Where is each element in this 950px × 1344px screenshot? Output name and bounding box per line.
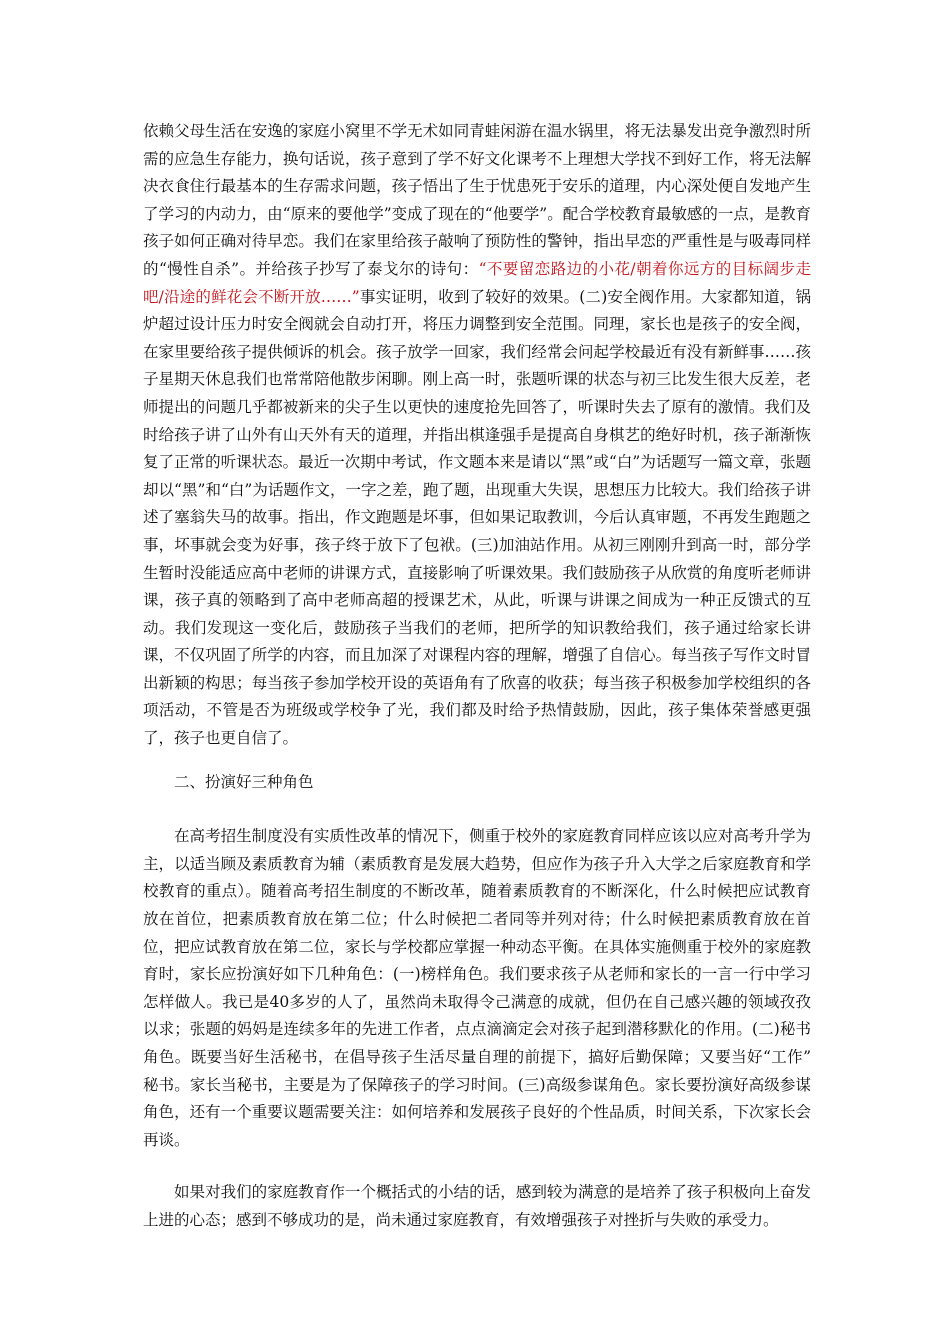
paragraph-three-roles: 在高考招生制度没有实质性改革的情况下，侧重于校外的家庭教育同样应该以应对高考升学为主，以适当顾及素质教育为辅（素质教育是发展大趋势，但应作为孩子升入大学之后家庭教育和学校教育的重点）。随着高考招生制度的不断改革，随着素质教育的不断深化，什么时候把应试教育放在首位，把素质教育放在第二位；什么时候把二者同等并列对待；什么时候把素质教育放在首位，把应试教育放在第二位，家长与学校都应掌握一种动态平衡。在具体实施侧重于校外的家庭教育时，家长应扮演好如下几种角色：(一)榜样角色。我们要求孩子从老师和家长的一言一行中学习怎样做人。我已是40多岁的人了，虽然尚未取得令己满意的成就，但仍在自己感兴趣的领域孜孜以求；张题的妈妈是连续多年的先进工作者，点点滴滴定会对孩子起到潜移默化的作用。(二)秘书角色。既要当好生活秘书，在倡导孩子生活尽量自理的前提下，搞好后勤保障；又要当好“工作” 秘书。家长当秘书，主要是为了保障孩子的学习时间。(三)高级参谋角色。家长要扮演好高级参谋角色，还有一个重要议题需要关注：如何培养和发展孩子良好的个性品质，时间关系，下次家长会再谈。 <box>143 827 811 1149</box>
paragraph-text-after-poem: 事实证明，收到了较好的效果。(二)安全阀作用。大家都知道，锅炉超过设计压力时安全阀就会自动打开，将压力调整到安全范围。同理，家长也是孩子的安全阀，在家里要给孩子提供倾诉的机会。孩子放学一回家，我们经常会问起学校最近有没有新鲜事……孩子星期天休息我们也常常陪他散步闲聊。刚上高一时，张题听课的状态与初三比发生很大反差，老师提出的问题几乎都被新来的尖子生以更快的速度抢先回答了，听课时失去了原有的激情。我们及时给孩子讲了山外有山天外有天的道理，并指出棋逢强手是提高自身棋艺的绝好时机，孩子渐渐恢复了正常的听课状态。最近一次期中考试，作文题本来是请以“黑”或“白”为话题写一篇文章，张题却以“黑”和“白”为话题作文，一字之差，跑了题，出现重大失误，思想压力比较大。我们给孩子讲述了塞翁失马的故事。指出，作文跑题是坏事，但如果记取教训，今后认真审题，不再发生跑题之事，坏事就会变为好事，孩子终于放下了包袱。(三)加油站作用。从初三刚刚升到高一时，部分学生暂时没能适应高中老师的讲课方式，直接影响了听课效果。我们鼓励孩子从欣赏的角度听老师讲课，孩子真的领略到了高中老师高超的授课艺术，从此，听课与讲课之间成为一种正反馈式的互动。我们发现这一变化后，鼓励孩子当我们的老师，把所学的知识教给我们，孩子通过给家长讲课，不仅巩固了所学的内容，而且加深了对课程内容的理解，增强了自信心。每当孩子写作文时冒出新颖的构思；每当孩子参加学校开设的英语角有了欣喜的收获；每当孩子积极参加学校组织的各项活动，不管是否为班级或学校争了光，我们都及时给予热情鼓励，因此，孩子集体荣誉感更强了，孩子也更自信了。 <box>143 287 811 748</box>
document-body <box>143 118 811 1235</box>
paragraph-text-before-poem: 依赖父母生活在安逸的家庭小窝里不学无术如同青蛙闲游在温水锅里，将无法暴发出竞争激烈时所需的应急生存能力，换句话说，孩子意到了学不好文化课考不上理想大学找不到好工作，将无法解决衣食住行最基本的生存需求问题，孩子悟出了生于忧患死于安乐的道理，内心深处便自发地产生了学习的内动力，由“原来的要他学”变成了现在的“他要学”。配合学校教育最敏感的一点，是教育孩子如何正确对待早恋。我们在家里给孩子敲响了预防性的警钟，指出早恋的严重性是与吸毒同样的“慢性自杀”。并给孩子抄写了泰戈尔的诗句： <box>143 122 811 278</box>
tagore-poem-quote: “不要留恋路边的小花/朝着你远方的目标阔步走吧/沿途的鲜花会不断开放……” <box>143 259 811 306</box>
paragraph-safety-valve <box>143 118 811 753</box>
paragraph-summary: 如果对我们的家庭教育作一个概括式的小结的话，感到较为满意的是培养了孩子积极向上奋发上进的心态；感到不够成功的是，尚未通过家庭教育，有效增强孩子对挫折与失败的承受力。 <box>143 1183 811 1229</box>
section-heading-three-roles: 二、扮演好三种角色 <box>174 772 314 791</box>
